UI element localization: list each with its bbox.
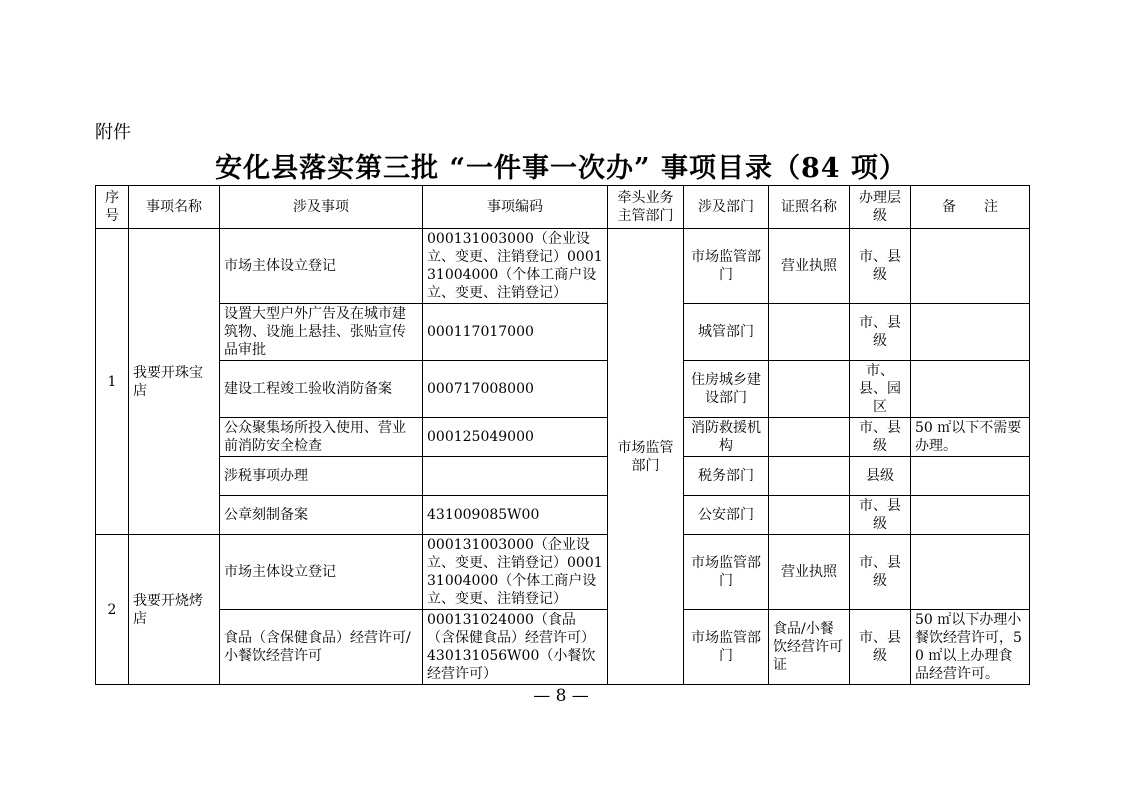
header-dept: 涉及部门 <box>684 186 769 229</box>
row-dept: 公安部门 <box>684 496 769 535</box>
row-level: 市、县级 <box>850 610 911 685</box>
row-cert: 营业执照 <box>769 535 850 610</box>
row-level: 市、县级 <box>850 229 911 304</box>
header-row <box>96 186 1030 229</box>
row-code: 000117017000 <box>423 304 608 361</box>
header-remark: 备 注 <box>911 186 1030 229</box>
row-dept: 城管部门 <box>684 304 769 361</box>
items-table <box>95 185 1030 685</box>
table-row <box>96 457 1030 496</box>
header-items: 涉及事项 <box>220 186 423 229</box>
row-dept: 市场监管部门 <box>684 229 769 304</box>
row-level: 市、县、园区 <box>850 361 911 418</box>
page-number: — 8 — <box>533 686 589 706</box>
row-code: 000717008000 <box>423 361 608 418</box>
row-cert <box>769 496 850 535</box>
header-seq: 序号 <box>96 186 129 229</box>
row-cert <box>769 418 850 457</box>
row-level: 市、县级 <box>850 496 911 535</box>
group-seq: 2 <box>96 535 129 685</box>
row-remark <box>911 496 1030 535</box>
row-cert: 食品/小餐饮经营许可证 <box>769 610 850 685</box>
row-cert <box>769 361 850 418</box>
row-code: 000131024000（食品（含保健食品）经营许可）430131056W00（小餐饮经营许可） <box>423 610 608 685</box>
row-dept: 消防救援机构 <box>684 418 769 457</box>
header-level: 办理层级 <box>850 186 911 229</box>
row-remark <box>911 457 1030 496</box>
row-remark <box>911 361 1030 418</box>
table-row <box>96 229 1030 304</box>
row-item: 市场主体设立登记 <box>220 535 423 610</box>
row-item: 涉税事项办理 <box>220 457 423 496</box>
lead-department: 市场监管部门 <box>608 229 684 685</box>
row-remark <box>911 535 1030 610</box>
header-lead: 牵头业务主管部门 <box>608 186 684 229</box>
row-code: 000131003000（企业设立、变更、注销登记）000131004000（个体工商户设立、变更、注销登记） <box>423 229 608 304</box>
table-row <box>96 610 1030 685</box>
table-row <box>96 361 1030 418</box>
group-seq: 1 <box>96 229 129 535</box>
row-level: 市、县级 <box>850 304 911 361</box>
row-remark: 50 ㎡以下办理小餐饮经营许可，50 ㎡以上办理食品经营许可。 <box>911 610 1030 685</box>
row-code: 000131003000（企业设立、变更、注销登记）000131004000（个体工商户设立、变更、注销登记） <box>423 535 608 610</box>
table-row <box>96 496 1030 535</box>
row-item: 设置大型户外广告及在城市建筑物、设施上悬挂、张贴宣传品审批 <box>220 304 423 361</box>
row-remark: 50 ㎡以下不需要办理。 <box>911 418 1030 457</box>
table-row <box>96 535 1030 610</box>
table-row <box>96 304 1030 361</box>
row-dept: 住房城乡建设部门 <box>684 361 769 418</box>
row-level: 市、县级 <box>850 418 911 457</box>
group-name: 我要开烧烤店 <box>129 535 220 685</box>
header-code: 事项编码 <box>423 186 608 229</box>
row-cert <box>769 457 850 496</box>
attachment-label: 附件 <box>95 122 131 143</box>
row-code: 000125049000 <box>423 418 608 457</box>
header-name: 事项名称 <box>129 186 220 229</box>
row-dept: 市场监管部门 <box>684 610 769 685</box>
row-item: 食品（含保健食品）经营许可/小餐饮经营许可 <box>220 610 423 685</box>
row-item: 市场主体设立登记 <box>220 229 423 304</box>
row-cert: 营业执照 <box>769 229 850 304</box>
header-cert: 证照名称 <box>769 186 850 229</box>
row-remark <box>911 229 1030 304</box>
row-level: 县级 <box>850 457 911 496</box>
group-name: 我要开珠宝店 <box>129 229 220 535</box>
row-dept: 市场监管部门 <box>684 535 769 610</box>
row-item: 公众聚集场所投入使用、营业前消防安全检查 <box>220 418 423 457</box>
row-dept: 税务部门 <box>684 457 769 496</box>
row-cert <box>769 304 850 361</box>
row-code: 431009085W00 <box>423 496 608 535</box>
row-remark <box>911 304 1030 361</box>
document-title: 安化县落实第三批 “一件事一次办” 事项目录（84 项） <box>215 153 907 184</box>
row-item: 公章刻制备案 <box>220 496 423 535</box>
table-row <box>96 418 1030 457</box>
row-level: 市、县级 <box>850 535 911 610</box>
row-item: 建设工程竣工验收消防备案 <box>220 361 423 418</box>
row-code <box>423 457 608 496</box>
